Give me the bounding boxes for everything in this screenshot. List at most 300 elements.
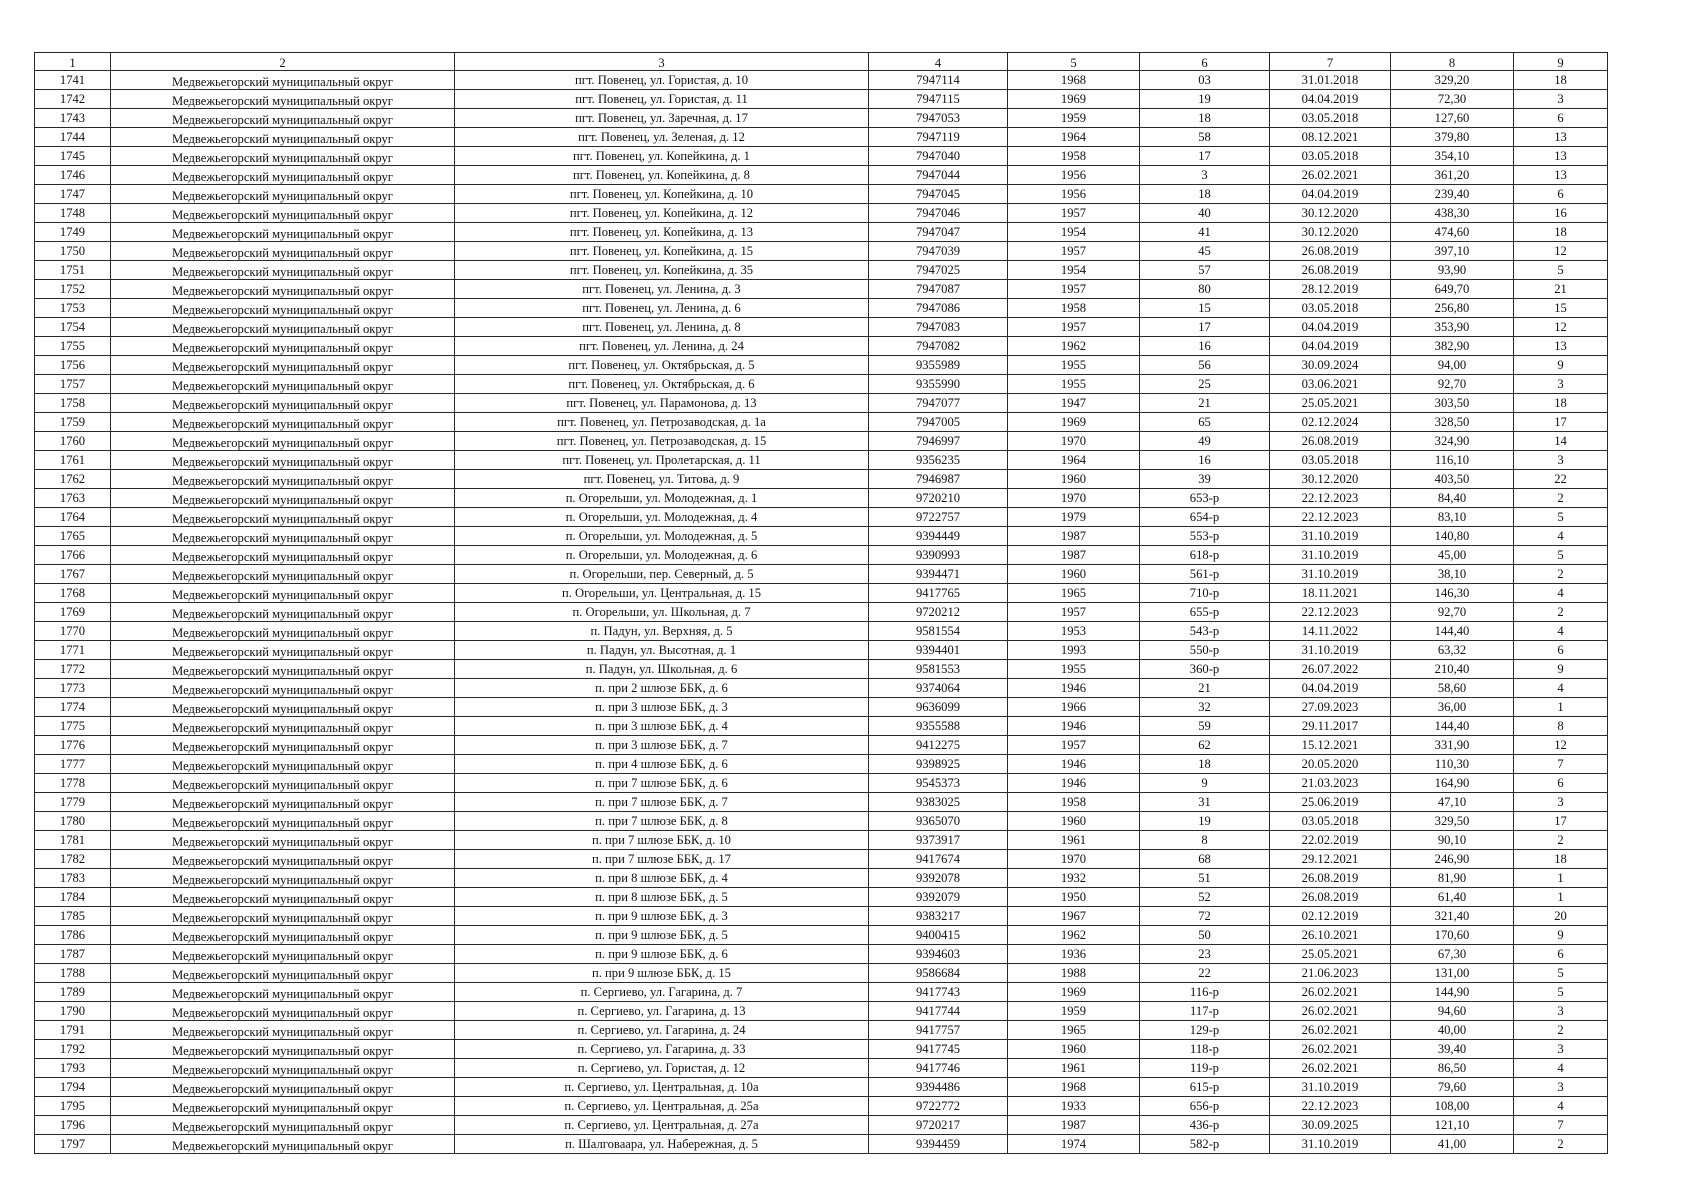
table-cell: Медвежьегорский муниципальный округ [111,451,455,470]
table-row [35,451,1608,470]
table-cell: 9636099 [869,698,1008,717]
table-cell: 1769 [35,603,111,622]
table-cell: 9581554 [869,622,1008,641]
table-cell: 18 [1140,755,1270,774]
table-cell: 1742 [35,90,111,109]
table-cell: 4 [1514,527,1608,546]
table-cell: 1741 [35,71,111,90]
table-row [35,299,1608,318]
table-cell: Медвежьегорский муниципальный округ [111,204,455,223]
table-cell: 26.02.2021 [1270,1059,1391,1078]
table-row [35,736,1608,755]
table-cell: 129-р [1140,1021,1270,1040]
table-cell: п. при 9 шлюзе ББК, д. 5 [455,926,869,945]
table-cell: пгт. Повенец, ул. Ленина, д. 24 [455,337,869,356]
table-cell: 30.12.2020 [1270,470,1391,489]
table-cell: 108,00 [1391,1097,1514,1116]
table-cell: п. при 7 шлюзе ББК, д. 8 [455,812,869,831]
table-cell: 436-р [1140,1116,1270,1135]
table-cell: п. Падун, ул. Школьная, д. 6 [455,660,869,679]
table-cell: 1960 [1008,1040,1140,1059]
table-cell: 31.10.2019 [1270,527,1391,546]
table-cell: Медвежьегорский муниципальный округ [111,1059,455,1078]
table-cell: пгт. Повенец, ул. Копейкина, д. 35 [455,261,869,280]
table-cell: 1958 [1008,793,1140,812]
table-cell: 1789 [35,983,111,1002]
table-cell: 1752 [35,280,111,299]
table-cell: 9392079 [869,888,1008,907]
table-cell: 38,10 [1391,565,1514,584]
table-cell: 04.04.2019 [1270,185,1391,204]
table-cell: 62 [1140,736,1270,755]
table-cell: Медвежьегорский муниципальный округ [111,280,455,299]
table-cell: Медвежьегорский муниципальный округ [111,850,455,869]
table-cell: 31.10.2019 [1270,1135,1391,1154]
table-cell: 7947077 [869,394,1008,413]
table-row [35,755,1608,774]
table-cell: 50 [1140,926,1270,945]
table-cell: 80 [1140,280,1270,299]
table-cell: 9356235 [869,451,1008,470]
table-cell: Медвежьегорский муниципальный округ [111,1135,455,1154]
table-cell: 1962 [1008,337,1140,356]
table-cell: 1796 [35,1116,111,1135]
table-cell: 144,40 [1391,717,1514,736]
table-cell: 1946 [1008,755,1140,774]
table-cell: пгт. Повенец, ул. Октябрьская, д. 6 [455,375,869,394]
table-cell: 1960 [1008,812,1140,831]
column-header-3: 3 [455,53,869,71]
table-cell: 1979 [1008,508,1140,527]
table-cell: 1950 [1008,888,1140,907]
table-cell: п. при 9 шлюзе ББК, д. 6 [455,945,869,964]
table-cell: 7947087 [869,280,1008,299]
table-row [35,318,1608,337]
table-cell: 56 [1140,356,1270,375]
table-row [35,1002,1608,1021]
table-cell: 9417743 [869,983,1008,1002]
table-cell: 1775 [35,717,111,736]
table-cell: 02.12.2019 [1270,907,1391,926]
table-cell: 7947039 [869,242,1008,261]
table-cell: пгт. Повенец, ул. Петрозаводская, д. 15 [455,432,869,451]
table-cell: 1954 [1008,261,1140,280]
table-cell: 58 [1140,128,1270,147]
table-cell: Медвежьегорский муниципальный округ [111,337,455,356]
table-cell: 1987 [1008,527,1140,546]
table-cell: 1955 [1008,660,1140,679]
table-cell: 361,20 [1391,166,1514,185]
table-cell: 22.12.2023 [1270,489,1391,508]
table-cell: 1956 [1008,166,1140,185]
table-cell: 1969 [1008,90,1140,109]
table-cell: п. Падун, ул. Высотная, д. 1 [455,641,869,660]
table-cell: 26.08.2019 [1270,888,1391,907]
table-row [35,926,1608,945]
table-cell: 03.06.2021 [1270,375,1391,394]
table-cell: 1993 [1008,641,1140,660]
table-cell: 15 [1514,299,1608,318]
table-cell: 1958 [1008,147,1140,166]
table-cell: 2 [1514,1021,1608,1040]
table-cell: 1765 [35,527,111,546]
table-row [35,622,1608,641]
table-cell: 12 [1514,736,1608,755]
table-cell: п. при 9 шлюзе ББК, д. 15 [455,964,869,983]
table-cell: 03 [1140,71,1270,90]
table-cell: 116,10 [1391,451,1514,470]
table-cell: 41,00 [1391,1135,1514,1154]
table-cell: Медвежьегорский муниципальный округ [111,90,455,109]
table-cell: 1932 [1008,869,1140,888]
table-cell: 08.12.2021 [1270,128,1391,147]
table-cell: 18 [1514,223,1608,242]
column-header-7: 7 [1270,53,1391,71]
table-cell: 1959 [1008,109,1140,128]
table-cell: 3 [1514,451,1608,470]
table-cell: 1970 [1008,432,1140,451]
table-cell: 170,60 [1391,926,1514,945]
table-cell: 26.02.2021 [1270,1002,1391,1021]
table-cell: п. Шалговаара, ул. Набережная, д. 5 [455,1135,869,1154]
table-cell: п. при 7 шлюзе ББК, д. 6 [455,774,869,793]
table-cell: Медвежьегорский муниципальный округ [111,185,455,204]
table-cell: 03.05.2018 [1270,147,1391,166]
table-row [35,774,1608,793]
table-cell: 144,40 [1391,622,1514,641]
table-cell: 13 [1514,147,1608,166]
table-cell: 16 [1140,451,1270,470]
table-cell: пгт. Повенец, ул. Октябрьская, д. 5 [455,356,869,375]
table-row [35,356,1608,375]
table-cell: п. Огорельши, ул. Школьная, д. 7 [455,603,869,622]
table-row [35,603,1608,622]
table-cell: 94,00 [1391,356,1514,375]
table-cell: пгт. Повенец, ул. Копейкина, д. 8 [455,166,869,185]
table-cell: 144,90 [1391,983,1514,1002]
table-cell: 7947005 [869,413,1008,432]
table-cell: Медвежьегорский муниципальный округ [111,1116,455,1135]
table-cell: Медвежьегорский муниципальный округ [111,527,455,546]
table-row [35,983,1608,1002]
table-cell: 84,40 [1391,489,1514,508]
table-cell: 328,50 [1391,413,1514,432]
table-row [35,71,1608,90]
table-cell: 86,50 [1391,1059,1514,1078]
table-cell: 31.10.2019 [1270,546,1391,565]
table-row [35,546,1608,565]
table-cell: 1970 [1008,850,1140,869]
table-cell: 36,00 [1391,698,1514,717]
table-cell: 116-р [1140,983,1270,1002]
table-cell: Медвежьегорский муниципальный округ [111,603,455,622]
table-cell: 1969 [1008,983,1140,1002]
table-cell: 39,40 [1391,1040,1514,1059]
table-cell: 4 [1514,1059,1608,1078]
table-cell: Медвежьегорский муниципальный округ [111,489,455,508]
table-cell: 12 [1514,242,1608,261]
table-cell: 110,30 [1391,755,1514,774]
table-cell: 1753 [35,299,111,318]
table-cell: 7947045 [869,185,1008,204]
table-cell: 1946 [1008,774,1140,793]
table-cell: 9383025 [869,793,1008,812]
table-cell: 9383217 [869,907,1008,926]
table-cell: 7947083 [869,318,1008,337]
table-cell: 9417745 [869,1040,1008,1059]
table-cell: п. Сергиево, ул. Центральная, д. 27а [455,1116,869,1135]
table-cell: 9394401 [869,641,1008,660]
table-cell: 45 [1140,242,1270,261]
table-cell: пгт. Повенец, ул. Ленина, д. 3 [455,280,869,299]
table-cell: Медвежьегорский муниципальный округ [111,869,455,888]
table-cell: 26.07.2022 [1270,660,1391,679]
table-cell: 1786 [35,926,111,945]
table-cell: 618-р [1140,546,1270,565]
table-cell: 9355990 [869,375,1008,394]
table-cell: 92,70 [1391,375,1514,394]
table-row [35,413,1608,432]
table-cell: 3 [1514,90,1608,109]
table-cell: 1970 [1008,489,1140,508]
table-cell: 40 [1140,204,1270,223]
table-cell: 1987 [1008,1116,1140,1135]
table-cell: 474,60 [1391,223,1514,242]
table-cell: 131,00 [1391,964,1514,983]
table-cell: 239,40 [1391,185,1514,204]
table-cell: 553-р [1140,527,1270,546]
table-cell: Медвежьегорский муниципальный округ [111,261,455,280]
table-cell: 47,10 [1391,793,1514,812]
column-header-1: 1 [35,53,111,71]
table-cell: 1933 [1008,1097,1140,1116]
table-cell: Медвежьегорский муниципальный округ [111,71,455,90]
table-cell: 57 [1140,261,1270,280]
header-row [35,53,1608,71]
table-cell: 1967 [1008,907,1140,926]
table-cell: 1762 [35,470,111,489]
table-cell: 27.09.2023 [1270,698,1391,717]
table-cell: 2 [1514,603,1608,622]
table-row [35,1097,1608,1116]
table-cell: пгт. Повенец, ул. Ленина, д. 8 [455,318,869,337]
table-cell: 1793 [35,1059,111,1078]
table-cell: Медвежьегорский муниципальный округ [111,641,455,660]
table-cell: Медвежьегорский муниципальный округ [111,679,455,698]
column-header-8: 8 [1391,53,1514,71]
table-cell: 649,70 [1391,280,1514,299]
table-cell: 1954 [1008,223,1140,242]
table-cell: 26.02.2021 [1270,983,1391,1002]
table-cell: 22.12.2023 [1270,508,1391,527]
table-cell: 14.11.2022 [1270,622,1391,641]
table-cell: 26.02.2021 [1270,1040,1391,1059]
table-cell: 9400415 [869,926,1008,945]
table-cell: 1955 [1008,375,1140,394]
table-cell: п. при 3 шлюзе ББК, д. 3 [455,698,869,717]
table-cell: 1961 [1008,831,1140,850]
table-cell: 1960 [1008,470,1140,489]
table-cell: 118-р [1140,1040,1270,1059]
table-cell: 561-р [1140,565,1270,584]
table-cell: п. при 8 шлюзе ББК, д. 4 [455,869,869,888]
table-row [35,147,1608,166]
table-cell: 7947047 [869,223,1008,242]
table-cell: 18 [1514,394,1608,413]
table-cell: Медвежьегорский муниципальный округ [111,1097,455,1116]
table-cell: 9412275 [869,736,1008,755]
table-cell: 246,90 [1391,850,1514,869]
table-cell: пгт. Повенец, ул. Петрозаводская, д. 1а [455,413,869,432]
table-cell: 68 [1140,850,1270,869]
table-cell: 18 [1140,109,1270,128]
table-cell: 140,80 [1391,527,1514,546]
table-cell: 329,50 [1391,812,1514,831]
table-cell: 03.05.2018 [1270,109,1391,128]
table-cell: 25.05.2021 [1270,394,1391,413]
table-row [35,679,1608,698]
table-cell: 9720217 [869,1116,1008,1135]
table-cell: Медвежьегорский муниципальный округ [111,394,455,413]
table-cell: 25 [1140,375,1270,394]
table-row [35,907,1608,926]
table-row [35,850,1608,869]
table-cell: 1790 [35,1002,111,1021]
table-row [35,1135,1608,1154]
table-cell: 21.03.2023 [1270,774,1391,793]
table-row [35,166,1608,185]
table-cell: 22 [1140,964,1270,983]
column-header-5: 5 [1008,53,1140,71]
table-row [35,717,1608,736]
table-cell: 1957 [1008,242,1140,261]
table-cell: 379,80 [1391,128,1514,147]
table-row [35,869,1608,888]
table-cell: 1755 [35,337,111,356]
table-cell: 654-р [1140,508,1270,527]
table-cell: 1770 [35,622,111,641]
table-cell: 1957 [1008,603,1140,622]
table-cell: 25.06.2019 [1270,793,1391,812]
table-cell: Медвежьегорский муниципальный округ [111,1078,455,1097]
table-cell: Медвежьегорский муниципальный округ [111,546,455,565]
table-cell: Медвежьегорский муниципальный округ [111,774,455,793]
table-cell: 17 [1514,413,1608,432]
table-cell: 615-р [1140,1078,1270,1097]
table-cell: Медвежьегорский муниципальный округ [111,147,455,166]
table-cell: 31.10.2019 [1270,1078,1391,1097]
table-cell: 360-р [1140,660,1270,679]
table-cell: п. при 7 шлюзе ББК, д. 17 [455,850,869,869]
table-cell: 7947046 [869,204,1008,223]
table-cell: 1953 [1008,622,1140,641]
table-cell: 9355989 [869,356,1008,375]
table-cell: 6 [1514,185,1608,204]
table-row [35,223,1608,242]
table-cell: 52 [1140,888,1270,907]
table-row [35,1078,1608,1097]
table-cell: Медвежьегорский муниципальный округ [111,888,455,907]
table-cell: пгт. Повенец, ул. Гористая, д. 10 [455,71,869,90]
table-cell: п. Падун, ул. Верхняя, д. 5 [455,622,869,641]
table-cell: Медвежьегорский муниципальный округ [111,356,455,375]
table-cell: 1960 [1008,565,1140,584]
table-cell: 04.04.2019 [1270,679,1391,698]
table-cell: 146,30 [1391,584,1514,603]
table-cell: 1946 [1008,679,1140,698]
table-cell: Медвежьегорский муниципальный округ [111,831,455,850]
table-cell: 2 [1514,565,1608,584]
table-cell: пгт. Повенец, ул. Копейкина, д. 15 [455,242,869,261]
table-row [35,242,1608,261]
table-cell: 3 [1514,793,1608,812]
table-cell: п. Огорельши, ул. Молодежная, д. 5 [455,527,869,546]
table-cell: 9586684 [869,964,1008,983]
table-cell: 324,90 [1391,432,1514,451]
table-cell: 18 [1514,850,1608,869]
table-cell: 92,70 [1391,603,1514,622]
table-cell: 1759 [35,413,111,432]
table-cell: 1774 [35,698,111,717]
table-cell: 9720210 [869,489,1008,508]
table-cell: Медвежьегорский муниципальный округ [111,584,455,603]
table-cell: 1767 [35,565,111,584]
table-cell: 04.04.2019 [1270,90,1391,109]
table-cell: 19 [1140,90,1270,109]
table-cell: 03.05.2018 [1270,451,1391,470]
table-cell: 9 [1514,926,1608,945]
table-cell: 5 [1514,983,1608,1002]
table-cell: 655-р [1140,603,1270,622]
table-cell: 1750 [35,242,111,261]
table-cell: 1787 [35,945,111,964]
table-cell: пгт. Повенец, ул. Гористая, д. 11 [455,90,869,109]
table-cell: 13 [1514,128,1608,147]
table-row [35,204,1608,223]
table-cell: Медвежьегорский муниципальный округ [111,413,455,432]
table-cell: п. Сергиево, ул. Центральная, д. 25а [455,1097,869,1116]
table-cell: 1974 [1008,1135,1140,1154]
table-cell: 1772 [35,660,111,679]
table-row [35,375,1608,394]
table-cell: 382,90 [1391,337,1514,356]
table-cell: 6 [1514,774,1608,793]
table-cell: Медвежьегорский муниципальный округ [111,109,455,128]
table-cell: 1794 [35,1078,111,1097]
table-cell: п. Огорельши, пер. Северный, д. 5 [455,565,869,584]
table-cell: 3 [1514,375,1608,394]
table-cell: Медвежьегорский муниципальный округ [111,375,455,394]
table-cell: 9374064 [869,679,1008,698]
table-cell: 21 [1140,679,1270,698]
table-cell: 1965 [1008,584,1140,603]
table-row [35,565,1608,584]
table-cell: п. Сергиево, ул. Центральная, д. 10а [455,1078,869,1097]
table-cell: 39 [1140,470,1270,489]
table-cell: 121,10 [1391,1116,1514,1135]
table-cell: 127,60 [1391,109,1514,128]
table-cell: 9581553 [869,660,1008,679]
table-cell: 32 [1140,698,1270,717]
table-cell: 4 [1514,622,1608,641]
table-cell: 17 [1514,812,1608,831]
table-cell: 9 [1140,774,1270,793]
table-cell: 2 [1514,489,1608,508]
table-cell: 1749 [35,223,111,242]
table-cell: 16 [1140,337,1270,356]
table-cell: 03.05.2018 [1270,812,1391,831]
housing-register-table [34,52,1608,1154]
